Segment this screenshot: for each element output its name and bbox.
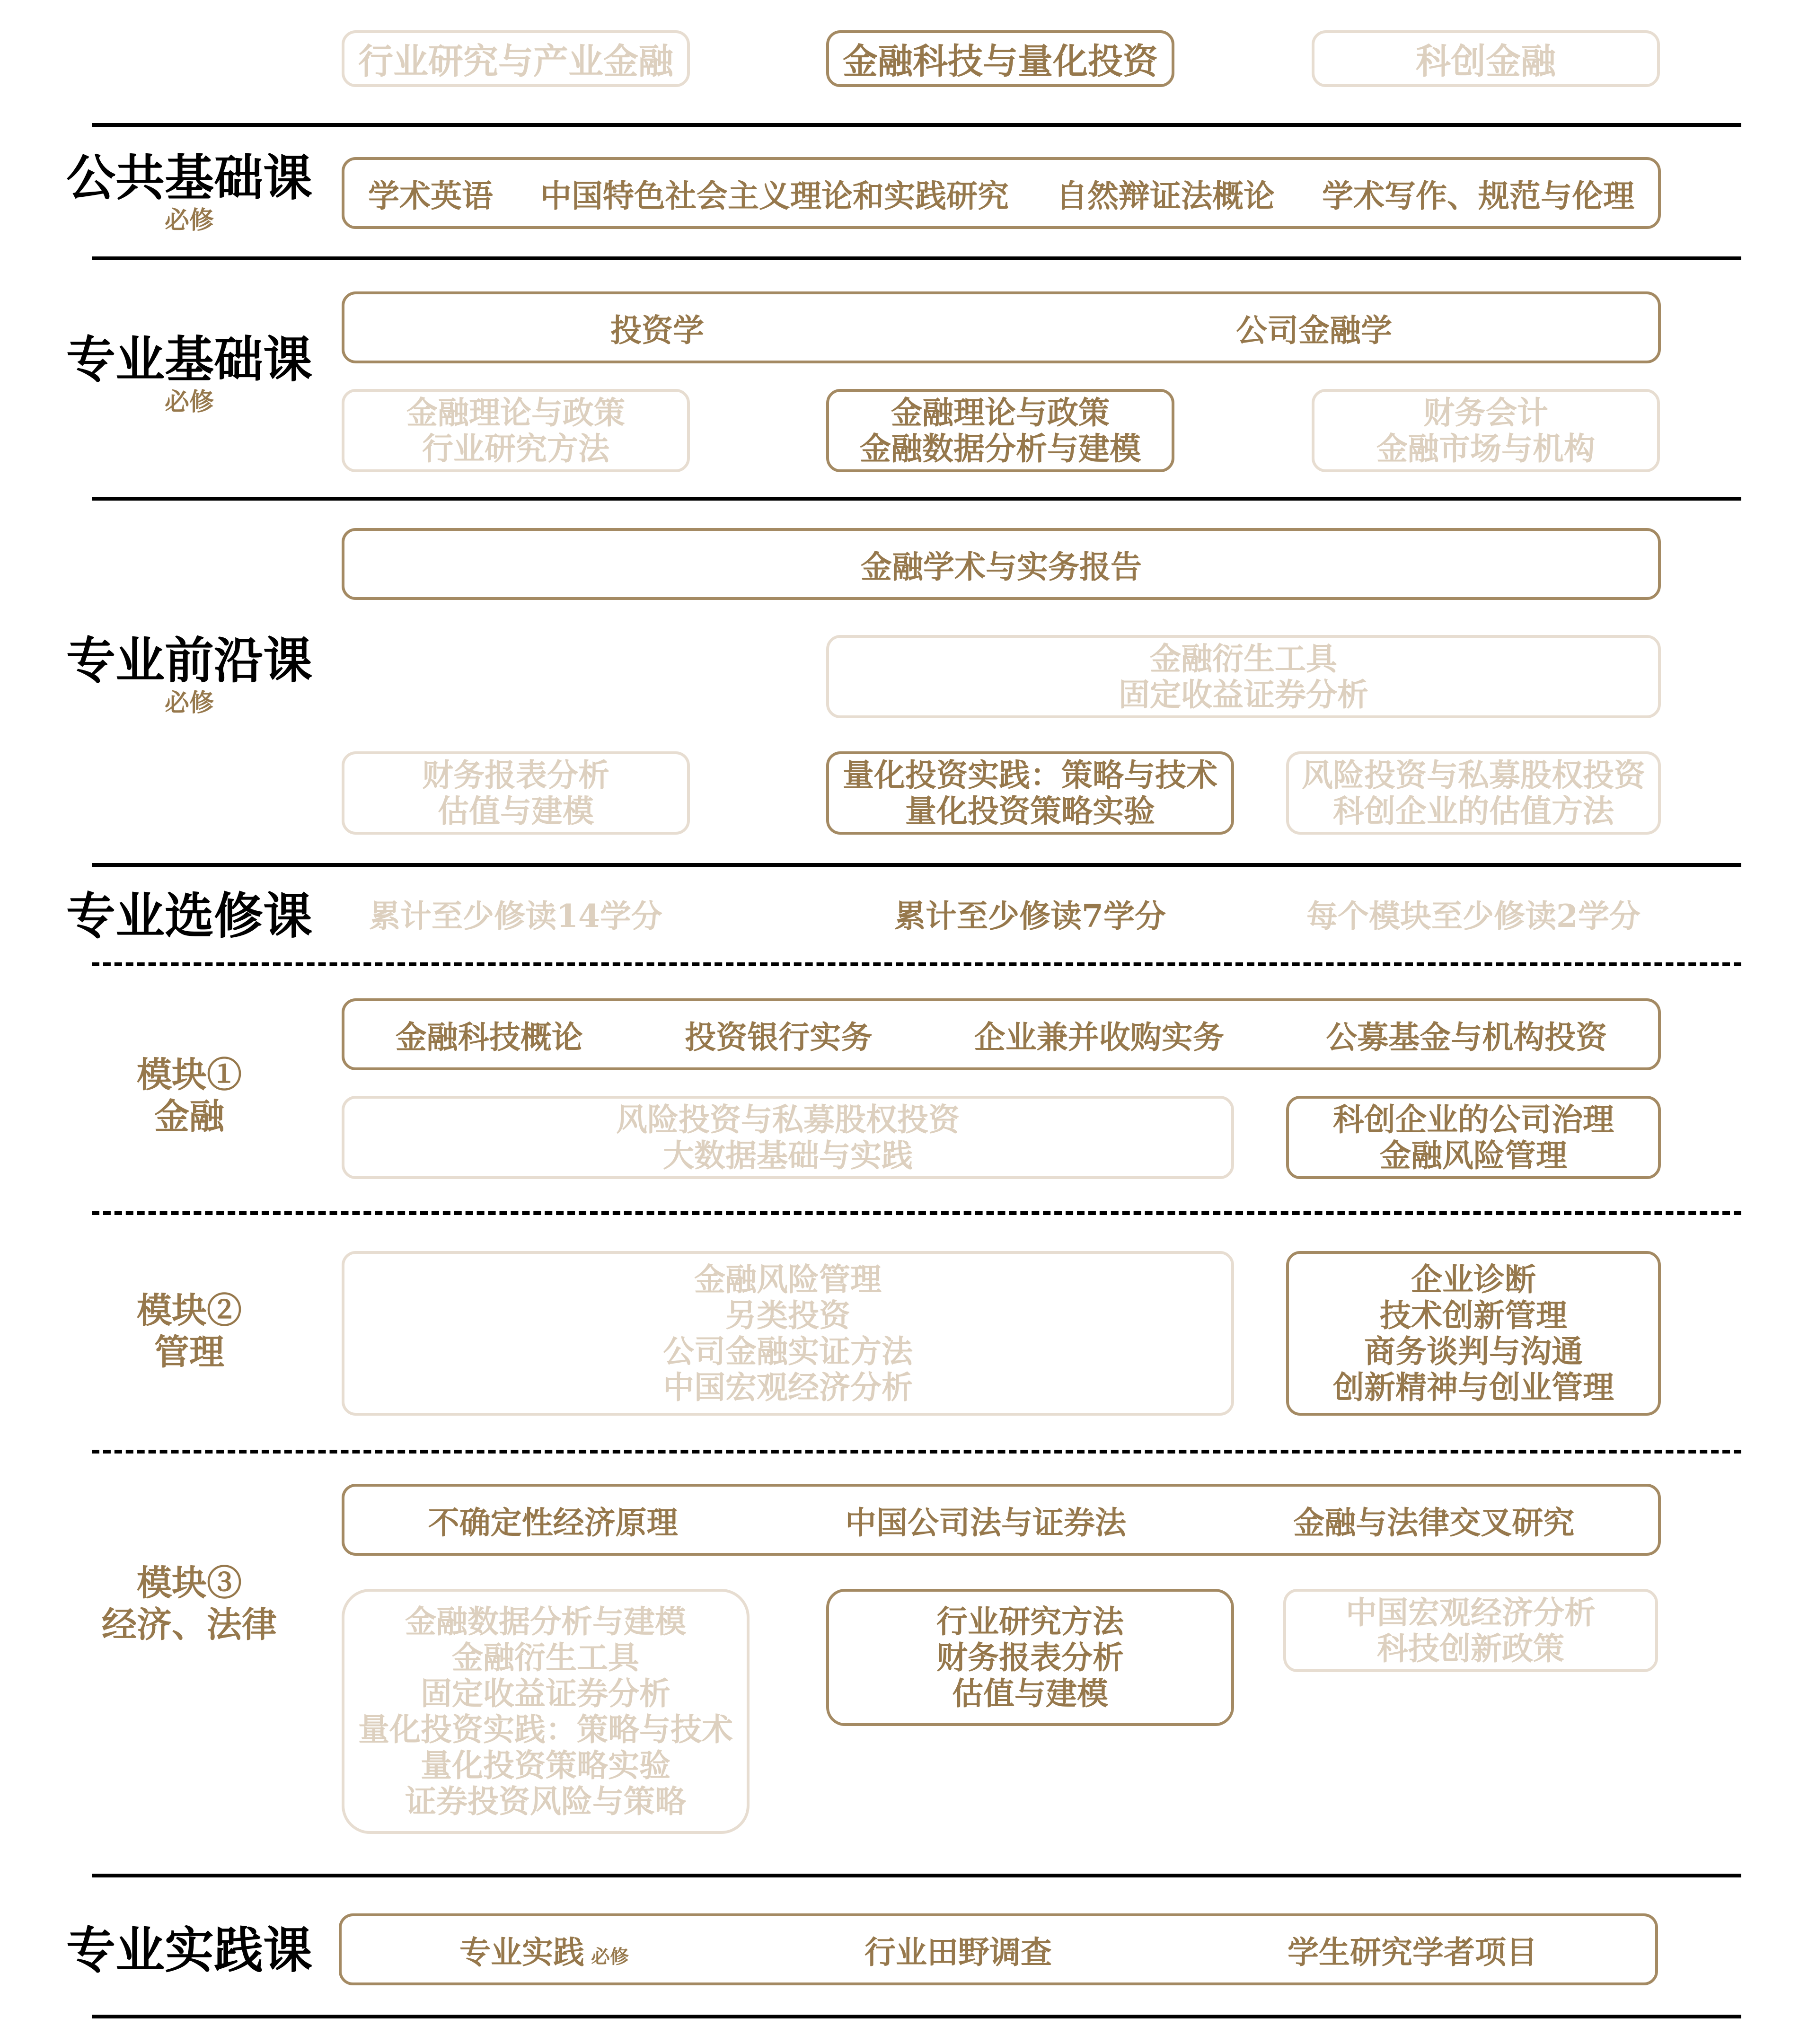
elective-credit-note: 累计至少修读7学分	[894, 898, 1166, 934]
course[interactable]: 金融学术与实务报告	[861, 548, 1142, 585]
required-tag: 必修	[164, 206, 214, 235]
module-3-mid	[826, 1589, 1234, 1726]
category-practice: 专业实践课	[66, 1921, 312, 1979]
course[interactable]: 固定收益证券分析	[1119, 676, 1368, 713]
elective-credit-note: 每个模块至少修读2学分	[1306, 898, 1641, 934]
course[interactable]: 公司金融实证方法	[663, 1333, 913, 1370]
divider	[92, 256, 1741, 260]
module-2-label	[0, 1290, 379, 1373]
course[interactable]: 公募基金与机构投资	[1326, 1018, 1607, 1056]
course[interactable]: 财务报表分析	[936, 1639, 1124, 1676]
module-3-label	[0, 1562, 379, 1646]
course[interactable]: 学术写作、规范与伦理	[1322, 177, 1634, 214]
category-electives: 专业选修课	[66, 887, 312, 945]
course[interactable]: 商务谈判与沟通	[1364, 1333, 1583, 1370]
frontier-common	[342, 528, 1661, 600]
course[interactable]: 量化投资实践：策略与技术	[843, 757, 1217, 793]
category-public-foundation: 公共基础课	[66, 149, 312, 207]
course[interactable]: 自然辩证法概论	[1056, 177, 1275, 214]
course[interactable]: 投资学	[610, 311, 704, 349]
course[interactable]: 财务报表分析	[422, 757, 609, 793]
course[interactable]: 金融风险管理	[1380, 1137, 1567, 1174]
course[interactable]: 科技创新政策	[1377, 1630, 1564, 1667]
course[interactable]: 技术创新管理	[1380, 1297, 1567, 1334]
course[interactable]: 企业兼并收购实务	[974, 1018, 1224, 1056]
required-tag: 必修	[164, 688, 214, 717]
module-3-common	[342, 1484, 1661, 1556]
course[interactable]: 证券投资风险与策略	[405, 1783, 686, 1820]
module-number: 模块②	[137, 1290, 242, 1331]
course[interactable]: 不确定性经济原理	[428, 1504, 678, 1541]
course[interactable]: 金融与法律交叉研究	[1293, 1504, 1575, 1541]
course[interactable]: 中国宏观经济分析	[1346, 1594, 1596, 1631]
course[interactable]: 金融科技概论	[395, 1018, 583, 1056]
course[interactable]: 大数据基础与实践	[663, 1137, 913, 1174]
module-name: 金融	[154, 1096, 224, 1137]
module-1-left-mid	[342, 1096, 1234, 1179]
professional-foundation-track-right	[1312, 389, 1660, 472]
track-tech-finance[interactable]	[1312, 30, 1660, 87]
track-industry-research[interactable]	[342, 30, 690, 87]
dashed-divider	[92, 1450, 1741, 1454]
module-1-common	[342, 998, 1661, 1070]
module-1-right	[1286, 1096, 1661, 1179]
course[interactable]: 风险投资与私募股权投资	[1302, 757, 1645, 793]
practice-courses	[339, 1913, 1658, 1985]
course[interactable]: 中国宏观经济分析	[663, 1369, 913, 1406]
professional-foundation-track-left	[342, 389, 690, 472]
module-1-label	[0, 1054, 379, 1137]
course[interactable]: 公司金融学	[1236, 311, 1392, 349]
category-professional-foundation: 专业基础课	[66, 330, 312, 388]
course[interactable]: 创新精神与创业管理	[1333, 1369, 1614, 1406]
public-foundation-courses	[342, 157, 1661, 229]
module-2-left-mid	[342, 1251, 1234, 1416]
course[interactable]: 金融理论与政策	[406, 394, 625, 431]
course[interactable]: 中国公司法与证券法	[845, 1504, 1126, 1541]
required-tag: 必修	[591, 1945, 629, 1968]
divider	[92, 2015, 1741, 2018]
course[interactable]: 估值与建模	[952, 1675, 1108, 1712]
course[interactable]: 财务会计	[1423, 394, 1548, 431]
course[interactable]: 另类投资	[725, 1297, 850, 1334]
frontier-track-left	[342, 751, 690, 835]
frontier-mid-right	[826, 635, 1661, 718]
required-tag: 必修	[164, 388, 214, 416]
course[interactable]: 行业田野调查	[864, 1933, 1052, 1971]
course[interactable]: 投资银行实务	[685, 1018, 873, 1056]
course-label: 专业实践	[459, 1933, 584, 1971]
module-3-left	[342, 1589, 750, 1834]
course[interactable]: 企业诊断	[1411, 1261, 1536, 1298]
course[interactable]: 金融数据分析与建模	[860, 430, 1141, 467]
course[interactable]: 科创企业的估值方法	[1333, 793, 1614, 829]
course[interactable]: 金融衍生工具	[452, 1639, 639, 1676]
course[interactable]: 量化投资策略实验	[905, 793, 1155, 829]
course[interactable]: 金融衍生工具	[1150, 640, 1337, 677]
frontier-track-mid	[826, 751, 1234, 835]
track-label: 行业研究与产业金融	[358, 41, 673, 82]
course[interactable]: 量化投资策略实验	[421, 1747, 670, 1784]
divider	[92, 497, 1741, 501]
module-number: 模块③	[137, 1563, 242, 1603]
course[interactable]: 金融数据分析与建模	[405, 1603, 686, 1640]
module-number: 模块①	[137, 1055, 242, 1095]
professional-foundation-common	[342, 291, 1661, 363]
dashed-divider	[92, 1211, 1741, 1215]
frontier-track-right	[1286, 751, 1661, 835]
divider	[92, 1874, 1741, 1877]
course[interactable]: 科创企业的公司治理	[1333, 1101, 1614, 1138]
dashed-divider	[92, 962, 1741, 966]
course[interactable]: 金融理论与政策	[891, 394, 1110, 431]
track-fintech-quant[interactable]	[826, 30, 1174, 87]
module-name: 经济、法律	[102, 1604, 277, 1645]
course[interactable]: 金融风险管理	[694, 1261, 882, 1298]
course[interactable]: 量化投资实践：策略与技术	[358, 1711, 733, 1748]
divider	[92, 123, 1741, 127]
track-label: 科创金融	[1416, 41, 1556, 82]
professional-foundation-track-mid	[826, 389, 1174, 472]
module-2-right	[1286, 1251, 1661, 1416]
course[interactable]: 学术英语	[368, 177, 493, 214]
module-3-right	[1283, 1589, 1658, 1672]
course[interactable]: 金融市场与机构	[1376, 430, 1595, 467]
category-frontier: 专业前沿课	[66, 631, 312, 689]
course[interactable]: 行业研究方法	[936, 1603, 1124, 1640]
elective-credit-note: 累计至少修读14学分	[369, 898, 662, 934]
course[interactable]: 行业研究方法	[422, 430, 609, 467]
course[interactable]: 估值与建模	[438, 793, 594, 829]
course[interactable]: 中国特色社会主义理论和实践研究	[540, 177, 1009, 214]
course[interactable]: 学生研究学者项目	[1288, 1933, 1537, 1971]
course[interactable]: 风险投资与私募股权投资	[616, 1101, 960, 1138]
track-label: 金融科技与量化投资	[843, 41, 1158, 82]
module-name: 管理	[154, 1332, 224, 1373]
course-professional-practice[interactable]	[459, 1927, 629, 1972]
divider	[92, 863, 1741, 867]
course[interactable]: 固定收益证券分析	[421, 1675, 670, 1712]
